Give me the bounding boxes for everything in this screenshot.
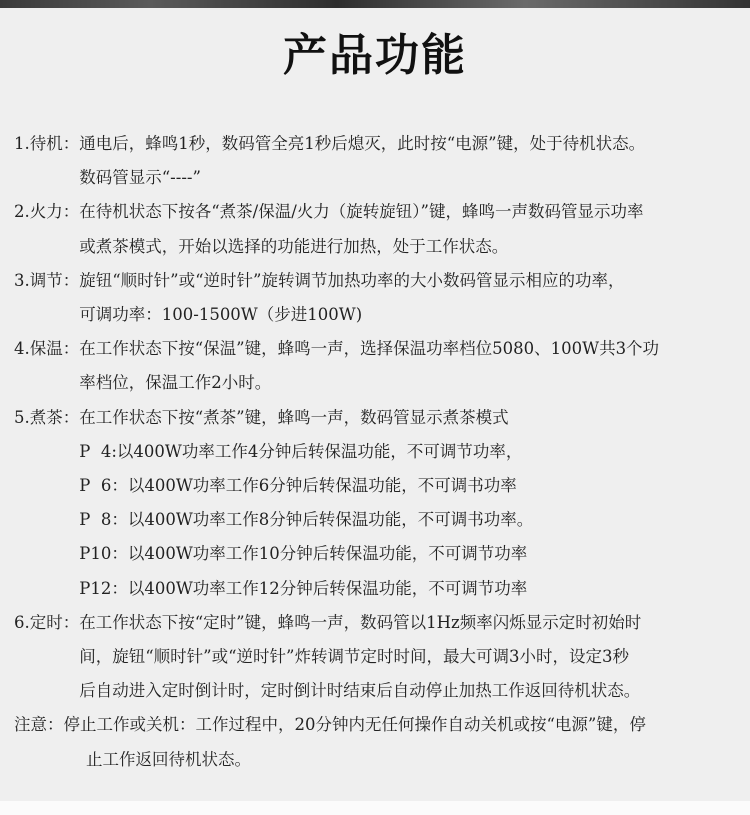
function-item-standby xyxy=(14,127,738,195)
item-body xyxy=(79,127,738,195)
bottom-band xyxy=(0,801,750,815)
item-line: 后自动进入定时倒计时，定时倒计时结束后自动停止加热工作返回待机状态。 xyxy=(79,681,641,701)
top-decorative-band xyxy=(0,0,750,8)
function-list xyxy=(14,127,738,777)
tea-mode-line: P12：以400W功率工作12分钟后转保温功能，不可调节功率 xyxy=(79,578,528,598)
item-line: 或煮茶模式，开始以选择的功能进行加热，处于工作状态。 xyxy=(79,236,509,256)
item-body xyxy=(79,401,738,606)
item-body xyxy=(79,195,738,263)
tea-mode-line: P 8：以400W功率工作8分钟后转保温功能，不可调书功率。 xyxy=(79,510,534,530)
page-title: 产品功能 xyxy=(283,30,467,81)
function-item-adjust xyxy=(14,264,738,332)
item-line: 通电后，蜂鸣1秒，数码管全亮1秒后熄灭，此时按“电源”键，处于待机状态。 xyxy=(79,134,646,153)
item-label: 3.调节： xyxy=(14,270,80,290)
item-label: 1.待机： xyxy=(14,134,80,153)
tea-mode-line: P10：以400W功率工作10分钟后转保温功能，不可调节功率 xyxy=(79,544,528,564)
item-line: 在工作状态下按“定时”键，蜂鸣一声，数码管以1Hz频率闪烁显示定时初始时 xyxy=(79,612,642,632)
item-line: 在工作状态下按“煮茶”键，蜂鸣一声，数码管显示煮茶模式 xyxy=(79,407,509,427)
item-body xyxy=(79,264,738,332)
item-line: 旋钮“顺时针”或“逆时针”旋转调节加热功率的大小数码管显示相应的功率， xyxy=(79,270,625,290)
item-line: 间，旋钮“顺时针”或“逆时针”炸转调节定时时间，最大可调3小时，设定3秒 xyxy=(79,647,629,667)
item-line: 可调功率：100-1500W（步进100W) xyxy=(79,305,363,325)
tea-mode-line: P 4:以400W功率工作4分钟后转保温功能，不可调节功率， xyxy=(79,441,523,461)
function-item-tea xyxy=(14,401,738,606)
item-line: 率档位，保温工作2小时。 xyxy=(79,373,272,393)
item-label: 6.定时： xyxy=(14,612,80,632)
item-body xyxy=(79,332,738,400)
item-line: 数码管显示“----” xyxy=(79,168,201,188)
item-line: 在待机状态下按各“煮茶/保温/火力（旋转旋钮）”键，蜂鸣一声数码管显示功率 xyxy=(79,202,644,222)
item-label: 4.保温： xyxy=(14,339,80,359)
item-line: 在工作状态下按“保温”键，蜂鸣一声，选择保温功率档位5080、100W共3个功 xyxy=(79,339,660,359)
function-item-timer xyxy=(14,606,738,709)
item-label: 5.煮茶： xyxy=(14,407,80,427)
item-label: 2.火力： xyxy=(14,202,80,222)
tea-mode-line: P 6：以400W功率工作6分钟后转保温功能，不可调书功率 xyxy=(79,476,517,496)
note-text: 注意：停止工作或关机：工作过程中，20分钟内无任何操作自动关机或按“电源”键，停 xyxy=(14,715,646,735)
item-body xyxy=(79,606,738,709)
function-item-power xyxy=(14,195,738,263)
note-text-continued: 止工作返回待机状态。 xyxy=(86,749,251,769)
function-item-keep-warm xyxy=(14,332,738,400)
